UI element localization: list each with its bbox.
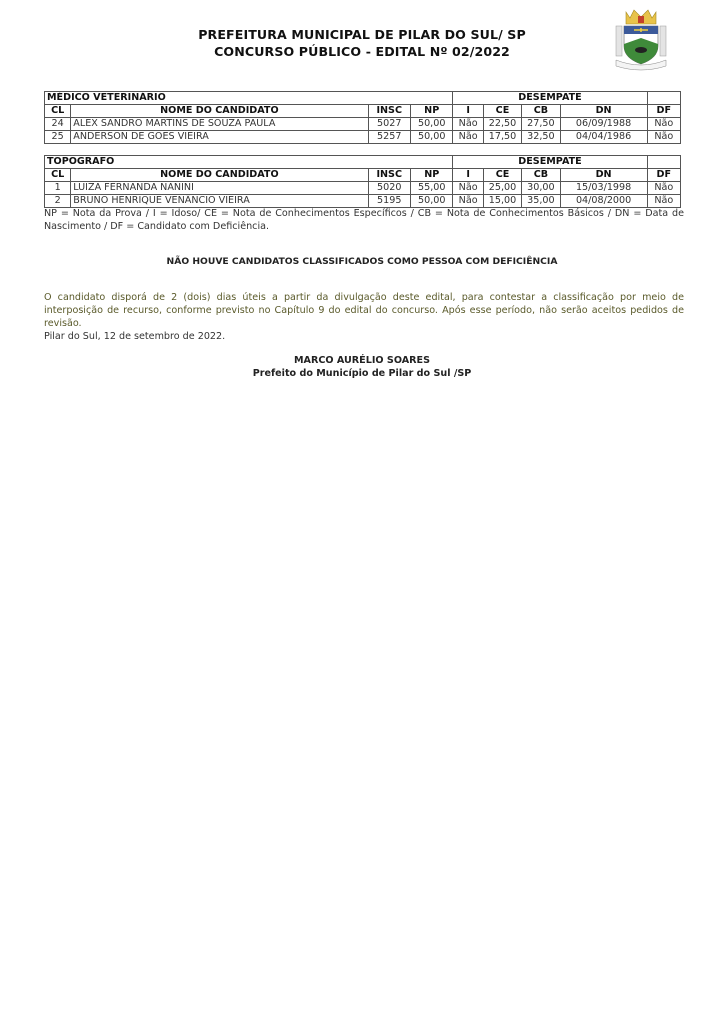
col-cl: CL <box>45 169 71 182</box>
cell-i: Não <box>453 118 483 131</box>
cell-insc: 5027 <box>368 118 410 131</box>
desempate-header: DESEMPATE <box>453 92 647 105</box>
table-title: MÉDICO VETERINÁRIO <box>45 92 453 105</box>
col-i: I <box>453 105 483 118</box>
cell-dn: 15/03/1998 <box>560 182 647 195</box>
cell-dn: 06/09/1988 <box>560 118 647 131</box>
desempate-header: DESEMPATE <box>453 156 647 169</box>
signatory-role: Prefeito do Município de Pilar do Sul /SP <box>252 368 472 379</box>
column-headers <box>45 105 681 118</box>
col-ce: CE <box>483 105 521 118</box>
cell-ce: 17,50 <box>483 131 521 144</box>
place-and-date: Pilar do Sul, 12 de setembro de 2022. <box>44 331 226 342</box>
cell-cl: 25 <box>45 131 71 144</box>
header-subtitle: CONCURSO PÚBLICO - EDITAL Nº 02/2022 <box>214 44 510 59</box>
cell-ce: 22,50 <box>483 118 521 131</box>
cell-i: Não <box>453 131 483 144</box>
table-row <box>45 118 681 131</box>
appeal-notice: O candidato disporá de 2 (dois) dias úteis a partir da divulgação deste edital, para contestar a classificação por meio de interposição de recurso, conforme previsto no Capítulo 9 do edital do concurso. Após esse período, não serão aceitos pedidos de revisão. <box>44 292 684 329</box>
col-dn: DN <box>560 169 647 182</box>
cell-ce: 15,00 <box>483 195 521 208</box>
cell-cl: 2 <box>45 195 71 208</box>
cell-np: 50,00 <box>410 131 452 144</box>
no-disabled-candidates-notice: NÃO HOUVE CANDIDATOS CLASSIFICADOS COMO PESSOA COM DEFICIÊNCIA <box>166 256 558 267</box>
cell-nome: BRUNO HENRIQUE VENÂNCIO VIEIRA <box>71 195 368 208</box>
col-nome: NOME DO CANDIDATO <box>71 169 368 182</box>
signature-block <box>0 354 724 380</box>
cell-df: Não <box>647 118 680 131</box>
cell-dn: 04/08/2000 <box>560 195 647 208</box>
cell-df: Não <box>647 131 680 144</box>
cell-ce: 25,00 <box>483 182 521 195</box>
cell-cl: 1 <box>45 182 71 195</box>
cell-df: Não <box>647 195 680 208</box>
cell-cl: 24 <box>45 118 71 131</box>
col-df: DF <box>647 169 680 182</box>
cell-nome: ANDERSON DE GOES VIEIRA <box>71 131 368 144</box>
col-df: DF <box>647 105 680 118</box>
cell-nome: ALEX SANDRO MARTINS DE SOUZA PAULA <box>71 118 368 131</box>
col-dn: DN <box>560 105 647 118</box>
col-cb: CB <box>522 105 560 118</box>
col-i: I <box>453 169 483 182</box>
cell-cb: 27,50 <box>522 118 560 131</box>
col-ce: CE <box>483 169 521 182</box>
cell-np: 55,00 <box>410 182 453 195</box>
table-row <box>45 195 681 208</box>
cell-cb: 30,00 <box>522 182 560 195</box>
table-row <box>45 131 681 144</box>
col-np: NP <box>410 105 452 118</box>
municipal-coat-of-arms-icon <box>612 8 670 74</box>
abbreviations-legend: NP = Nota da Prova / I = Idoso/ CE = Nota de Conhecimentos Específicos / CB = Nota de Conhecimentos Básicos / DN = Data de Nascimento / DF = Candidato com Deficiência. <box>44 208 684 232</box>
cell-dn: 04/04/1986 <box>560 131 647 144</box>
cell-cb: 35,00 <box>522 195 560 208</box>
cell-nome: LUIZA FERNANDA NANINI <box>71 182 368 195</box>
cell-np: 50,00 <box>410 118 452 131</box>
cell-i: Não <box>453 195 483 208</box>
col-insc: INSC <box>368 105 410 118</box>
cell-cb: 32,50 <box>522 131 560 144</box>
signatory-name: MARCO AURÉLIO SOARES <box>293 355 431 366</box>
col-cb: CB <box>522 169 560 182</box>
col-insc: INSC <box>368 169 410 182</box>
col-nome: NOME DO CANDIDATO <box>71 105 368 118</box>
table-topografo <box>44 155 681 208</box>
table-medico-veterinario <box>44 91 681 144</box>
cell-df: Não <box>647 182 680 195</box>
cell-insc: 5195 <box>368 195 410 208</box>
table-row <box>45 182 681 195</box>
cell-insc: 5257 <box>368 131 410 144</box>
cell-np: 50,00 <box>410 195 453 208</box>
col-np: NP <box>410 169 453 182</box>
cell-insc: 5020 <box>368 182 410 195</box>
table-title: TOPÓGRAFO <box>45 156 453 169</box>
column-headers <box>45 169 681 182</box>
cell-i: Não <box>453 182 483 195</box>
header-title: PREFEITURA MUNICIPAL DE PILAR DO SUL/ SP <box>198 27 526 42</box>
col-cl: CL <box>45 105 71 118</box>
